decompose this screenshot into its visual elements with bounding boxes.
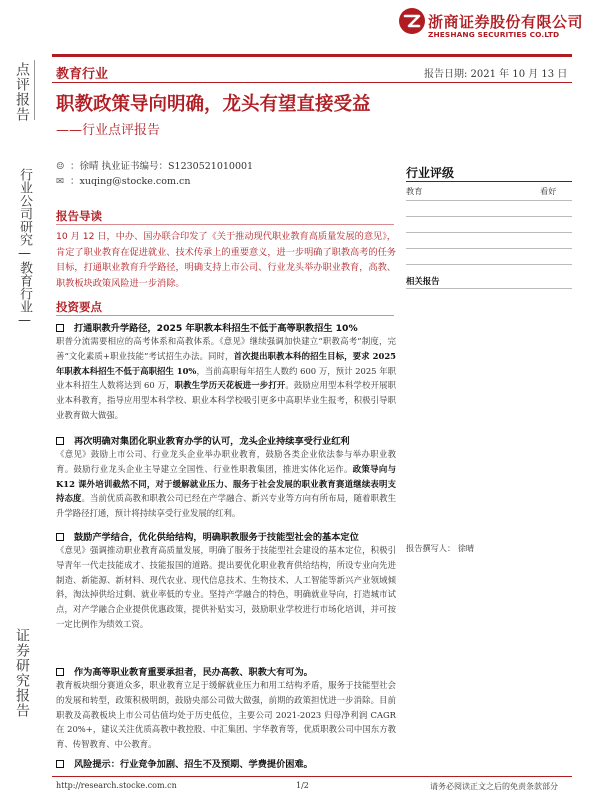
guide-rule	[56, 224, 394, 225]
guide-heading: 报告导读	[56, 209, 102, 223]
points-heading: 投资要点	[56, 300, 102, 314]
point-1-paragraph: 职普分流需要相应的高考体系和高教体系。《意见》继续强调加快建立“职教高考”制度，完善“文化素质+职业技能”考试招生办法。同时，首次提出职教本科的招生目标，要求 2025 年职教本科招生不低于高职招生 10%，当前高职每年招生人数约 600 万，预计 2025 年职业本科招生人数将达到 60 万，职教生学历天花板进一步打开。鼓励应用型本科学校开展职业本科教育，指导应用型本科学校、职业本科学校吸引更多中高职毕业生报考，积极引导职业教育做大做强。	[56, 336, 397, 420]
checkbox-bullet-icon	[56, 324, 64, 332]
rating-row-rule	[406, 232, 572, 233]
checkbox-bullet-icon	[56, 760, 64, 768]
checkbox-bullet-icon	[56, 668, 64, 676]
analyst-name-line: ☺ ：徐晴 执业证书编号：S1230521010001	[56, 161, 254, 172]
analyst-email-line: ✉ ：xuqing@stocke.com.cn	[56, 176, 191, 187]
category-rule	[52, 82, 572, 83]
report-subtitle: ——行业点评报告	[56, 123, 161, 138]
point-2-paragraph: 《意见》鼓励上市公司、行业龙头企业举办职业教育，鼓励各类企业依法参与举办职业教育。鼓励行业龙头企业主导建立全国性、行业性职教集团，推进实体化运作。政策导向与 K12 课外培训截然不同，对于缓解就业压力、服务于社会发展的职业教育赛道继续表明支持态度。当前优质高教和职教公司已经在产学融合、新兴专业等方向有所布局，随着职教生升学路径打通，预计将持续享受行业发展的红利。	[56, 449, 397, 519]
point-4-paragraph: 教育板块细分赛道众多，职业教育立足于缓解就业压力和用工结构矛盾，服务于技能型社会的发展和转型，政策积极明朗，鼓励央部公司做大做强，前期的政策担忧进一步消除。目前职教及高教板块上市公司估值均处于历史低位，主要公司 2021-2023 归母净利润 CAGR 在 20%+，建议关注优质高教中教控股、中汇集团、宇华教育等，优质职教公司中国东方教育、传智教育、中公教育。	[56, 680, 396, 750]
point-5-risk: 风险提示：行业竞争加剧、招生不及预期、学费提价困难。	[56, 756, 396, 770]
analyst-info	[56, 159, 386, 189]
checkbox-bullet-icon	[56, 533, 64, 541]
company-name-en: ZHESHANG SECURITIES CO.LTD	[428, 30, 560, 39]
email-icon: ✉	[56, 176, 64, 187]
rating-row-rule	[406, 264, 572, 265]
point-3-title: 鼓励产学结合，优化供给结构，明确职教服务于技能型社会的基本定位	[56, 529, 396, 543]
footer-url-link[interactable]: http://research.stocke.com.cn	[56, 781, 177, 790]
report-title: 职教政策导向明确，龙头有望直接受益	[56, 94, 371, 115]
rating-row-rule	[406, 248, 572, 249]
sidebar-report-type: 点评报告	[14, 62, 30, 122]
points-rule	[56, 315, 394, 316]
sidebar-divider	[34, 60, 35, 120]
rating-sector: 教育	[406, 186, 423, 196]
report-category: 教育行业	[56, 67, 109, 82]
rating-rule	[406, 181, 572, 182]
related-rule	[406, 288, 572, 289]
sidebar-research-type: 行业公司研究—教育行业—	[17, 168, 32, 328]
zheshang-logo-icon	[397, 6, 427, 36]
footer-rule	[52, 776, 572, 777]
related-reports-heading: 相关报告	[406, 276, 440, 286]
footer-disclaimer: 请务必阅读正文之后的免责条款部分	[430, 782, 558, 791]
rating-heading: 行业评级	[406, 166, 455, 180]
company-name-cn: 浙商证券股份有限公司	[428, 13, 584, 31]
point-3-paragraph: 《意见》强调推动职业教育高质量发展，明确了服务于技能型社会建设的基本定位，积极引导青年一代走技能成才、技能报国的道路。提出要优化职业教育供给结构，所设专业向先进制造、新能源、新材料、现代农业、现代信息技术、生物技术、人工智能等新兴产业领域倾斜，淘汰掉供给过剩、就业率低的专业。坚持产学融合的特色，明确就业导向，打造城市试点，对产学融合企业提供优惠政策，提供补贴实习，鼓励职业学校进行市场化培训，并可按一定比例作为绩效工资。	[56, 545, 396, 629]
point-4-title: 作为高等职业教育重要承担者，民办高教、职教大有可为。	[56, 664, 396, 678]
sidebar-document-type: 证券研究报告	[14, 628, 30, 718]
rating-value: 看好	[540, 186, 557, 196]
report-author: 报告撰写人： 徐晴	[406, 543, 475, 553]
rating-row-rule	[406, 216, 572, 217]
point-1-title: 打通职教升学路径，2025 年职教本科招生不低于高等职教招生 10%	[56, 320, 396, 334]
guide-text: 10 月 12 日，中办、国办联合印发了《关于推动现代职业教育高质量发展的意见》，肯定了职业教育在促进就业、技术传承上的重要意义，进一步明确了职教高考的任务目标，打通职业教育升学路径，明确支持上市公司、行业龙头举办职业教育，高教、职教板块政策风险进一步消除。	[56, 231, 396, 289]
report-date: 报告日期: 2021 年 10 月 13 日	[424, 69, 568, 80]
person-icon: ☺	[56, 161, 65, 172]
page-number: 1/2	[296, 781, 309, 790]
checkbox-bullet-icon	[56, 437, 64, 445]
point-2-title: 再次明确对集团化职业教育办学的认可，龙头企业持续享受行业红利	[56, 433, 396, 447]
header-rule	[52, 54, 572, 57]
rating-row-rule	[406, 200, 572, 201]
